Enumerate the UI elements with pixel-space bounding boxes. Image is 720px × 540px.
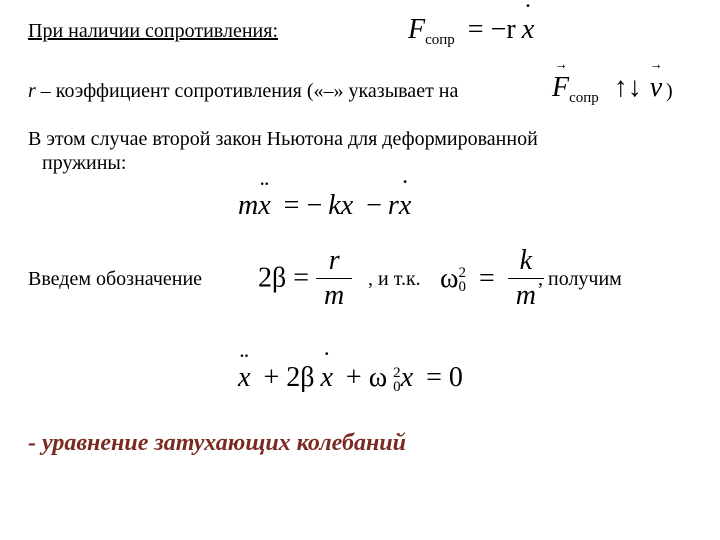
omega-denominator: m <box>508 278 544 313</box>
eq-kx: kx <box>328 190 354 221</box>
eq-equals-minus: = − <box>283 190 323 221</box>
conclusion-text: - уравнение затухающих колебаний <box>28 430 406 456</box>
beta-denominator: m <box>316 278 352 313</box>
beta-numerator: r <box>328 245 340 276</box>
damped-sub: 0 <box>393 378 401 395</box>
formula-x-dot: x ˙ <box>522 14 534 46</box>
damped-rhs: = 0 <box>426 362 463 393</box>
force-subscript: сопр <box>569 90 599 106</box>
omega-definition <box>440 244 544 313</box>
newton-equation <box>238 190 411 222</box>
velocity-vector: → v <box>650 72 662 104</box>
eq-m: m <box>238 190 259 221</box>
notation-intro: Введем обозначение <box>28 268 203 290</box>
damped-x-dot: x ˙ <box>320 362 332 394</box>
eq-x-ddot: x ¨ <box>258 190 270 222</box>
newton-law-text-1: В этом случае второй закон Ньютона для деформированной <box>28 128 538 150</box>
damped-x: x <box>400 362 414 393</box>
damped-sup: 2 <box>393 364 401 381</box>
formula-f: F <box>408 14 426 45</box>
notation-mid: , и т.к. <box>368 268 421 290</box>
closing-paren: ) <box>666 80 673 102</box>
omega-sub: 0 <box>458 279 466 296</box>
beta-definition <box>258 244 352 313</box>
coefficient-text: – коэффициент сопротивления («–» указывает на <box>35 80 459 102</box>
formula-subscript: сопр <box>425 32 455 48</box>
formula-rhs: = −r <box>467 14 516 45</box>
omega-symbol: ω 2 0 <box>440 262 466 296</box>
damped-plus-omega: + ω <box>345 362 388 393</box>
resistance-force-formula <box>408 14 534 46</box>
notation-end: , получим <box>538 268 622 290</box>
beta-fraction <box>316 244 352 313</box>
damped-equation <box>238 362 469 394</box>
eq-x-dot: x ˙ <box>399 190 411 222</box>
omega-sup: 2 <box>458 265 466 282</box>
heading-resistance: При наличии сопротивления: <box>28 20 279 42</box>
coefficient-r: r <box>28 80 36 102</box>
damped-x-ddot: x ¨ <box>238 362 250 394</box>
force-vector: → F <box>552 72 569 104</box>
eq-r: r <box>387 190 399 221</box>
newton-law-text-2: пружины: <box>42 152 127 174</box>
beta-lhs: 2β = <box>258 262 310 294</box>
coefficient-description <box>28 80 458 103</box>
damped-plus-2beta: + 2β <box>263 362 315 393</box>
omega-equals: = <box>478 262 495 294</box>
antiparallel-arrows: ↑↓ <box>613 72 642 103</box>
direction-formula <box>552 72 662 104</box>
omega-numerator: k <box>519 245 533 276</box>
eq-minus: − <box>366 190 382 221</box>
